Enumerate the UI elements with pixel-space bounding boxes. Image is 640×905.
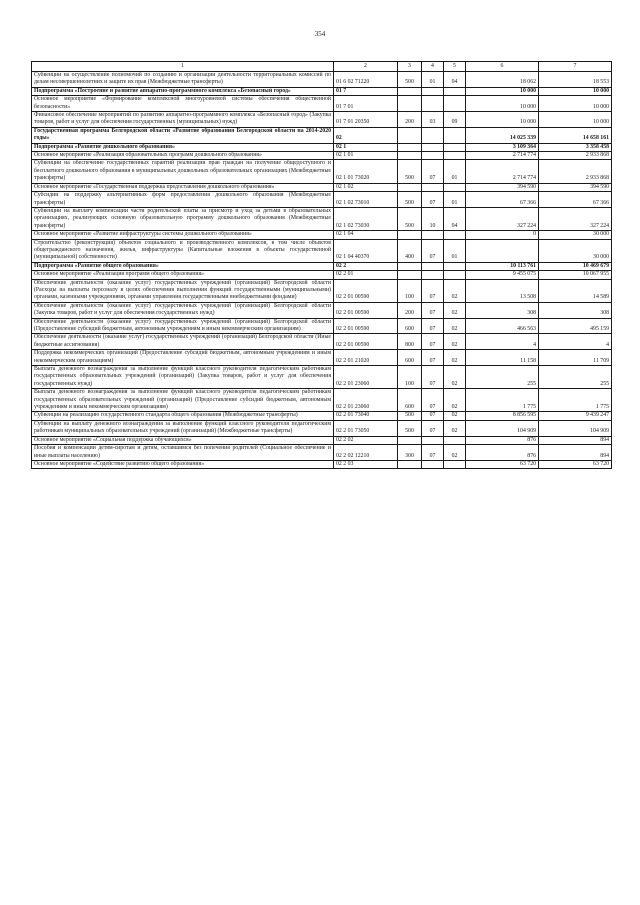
row-name: Субвенции на выплату компенсации части родительской платы за присмотр и уход за детьми в образовательных организациях, реализующих основную образовательную программу дошкольного образования (Межбюджетные трансферты) <box>32 207 334 230</box>
row-amount-col7: 10 000 <box>539 87 612 95</box>
row-code: 02 2 01 <box>334 271 398 279</box>
row-amount-col7: 10 067 955 <box>539 271 612 279</box>
row-expense-type: 500 <box>398 72 422 88</box>
row-expense-type <box>398 460 422 468</box>
row-amount-col7: 894 <box>539 436 612 444</box>
row-name: Обеспечение деятельности (оказание услуг) государственных учреждений (организаций) Белгородской области (Иные бюджетные ассигнования) <box>32 334 334 350</box>
row-expense-type: 100 <box>398 279 422 302</box>
row-subsection <box>444 436 466 444</box>
row-expense-type <box>398 436 422 444</box>
row-name: Выплата денежного вознаграждения за выполнение функций классного руководителя педагогическим работникам государственных образовательных учреждений (организаций) (Предоставление субсидий бюджетным, автономным учреждениям и иным некоммерческим организациям) <box>32 389 334 412</box>
row-section: 01 <box>422 72 444 88</box>
row-amount-col6: 4 <box>466 334 539 350</box>
table-row <box>32 271 612 279</box>
row-name: Пособия и компенсации детям-сиротам и детям, оставшимся без попечения родителей (Социальное обеспечение и иные выплаты населению) <box>32 445 334 461</box>
table-row <box>32 279 612 302</box>
row-amount-col7: 394 590 <box>539 183 612 191</box>
row-expense-type: 500 <box>398 420 422 436</box>
row-name: Основное мероприятие «Содействие развитию общего образования» <box>32 460 334 468</box>
row-amount-col6: 104 909 <box>466 420 539 436</box>
row-amount-col6: 876 <box>466 445 539 461</box>
row-expense-type <box>398 271 422 279</box>
row-subsection: 04 <box>444 207 466 230</box>
row-name: Обеспечение деятельности (оказание услуг) государственных учреждений (организаций) Белгородской области (Предоставление субсидий бюджетным, автономным учреждениям и иным некоммерческим организациям) <box>32 318 334 334</box>
row-expense-type: 800 <box>398 334 422 350</box>
row-amount-col7: 1 775 <box>539 389 612 412</box>
header-col-7: 7 <box>539 62 612 72</box>
budget-table <box>31 61 612 469</box>
table-row <box>32 436 612 444</box>
row-section <box>422 152 444 160</box>
row-section: 07 <box>422 389 444 412</box>
row-subsection: 02 <box>444 420 466 436</box>
header-col-3: 3 <box>398 62 422 72</box>
row-expense-type: 500 <box>398 192 422 208</box>
row-code: 02 2 01 23060 <box>334 389 398 412</box>
table-row <box>32 192 612 208</box>
row-code: 01 7 01 20350 <box>334 112 398 128</box>
row-name: Основное мероприятие «Формирование комплексной многоуровневой системы обеспечения общественной безопасности» <box>32 96 334 112</box>
table-row <box>32 389 612 412</box>
row-amount-col6: 10 000 <box>466 112 539 128</box>
row-expense-type: 100 <box>398 366 422 389</box>
table-row <box>32 183 612 191</box>
row-subsection: 02 <box>444 279 466 302</box>
table-row <box>32 87 612 95</box>
row-code: 02 2 01 00590 <box>334 318 398 334</box>
row-amount-col7: 30 000 <box>539 231 612 239</box>
row-expense-type <box>398 96 422 112</box>
table-row <box>32 231 612 239</box>
row-amount-col6: 466 563 <box>466 318 539 334</box>
row-amount-col6: 0 <box>466 231 539 239</box>
table-row <box>32 318 612 334</box>
table-row <box>32 460 612 468</box>
table-row <box>32 350 612 366</box>
row-section: 07 <box>422 420 444 436</box>
row-section: 07 <box>422 350 444 366</box>
row-section: 07 <box>422 412 444 420</box>
row-section <box>422 436 444 444</box>
row-code: 02 2 <box>334 262 398 270</box>
row-name: Поддержка некоммерческих организаций (Предоставление субсидий бюджетным, автономным учреждениям и иным некоммерческим организациям) <box>32 350 334 366</box>
row-code: 02 2 01 00590 <box>334 334 398 350</box>
row-amount-col7: 308 <box>539 302 612 318</box>
row-expense-type <box>398 231 422 239</box>
row-expense-type <box>398 152 422 160</box>
row-subsection: 02 <box>444 412 466 420</box>
table-row <box>32 160 612 183</box>
row-code: 02 1 <box>334 143 398 151</box>
header-col-1: 1 <box>32 62 334 72</box>
row-expense-type: 500 <box>398 412 422 420</box>
row-section <box>422 96 444 112</box>
row-section: 07 <box>422 445 444 461</box>
row-amount-col6: 11 158 <box>466 350 539 366</box>
row-amount-col6: 9 455 075 <box>466 271 539 279</box>
row-section <box>422 127 444 143</box>
table-row <box>32 239 612 262</box>
row-amount-col6 <box>466 239 539 262</box>
row-expense-type: 300 <box>398 445 422 461</box>
row-name: Выплата денежного вознаграждения за выполнение функций классного руководителя педагогическим работникам государственных образовательных учреждений (организаций) (Закупка товаров, работ и услуг для обеспечения государственных нужд) <box>32 366 334 389</box>
row-amount-col6: 14 025 339 <box>466 127 539 143</box>
header-col-4: 4 <box>422 62 444 72</box>
row-amount-col6: 10 113 761 <box>466 262 539 270</box>
row-section: 03 <box>422 112 444 128</box>
page-number: 354 <box>314 30 326 38</box>
row-expense-type <box>398 87 422 95</box>
row-amount-col6: 1 775 <box>466 389 539 412</box>
row-amount-col6: 10 000 <box>466 96 539 112</box>
row-amount-col7: 3 358 458 <box>539 143 612 151</box>
table-row <box>32 445 612 461</box>
table-row <box>32 366 612 389</box>
row-amount-col7: 11 709 <box>539 350 612 366</box>
row-code: 02 2 02 12210 <box>334 445 398 461</box>
table-row <box>32 143 612 151</box>
row-expense-type: 200 <box>398 112 422 128</box>
row-expense-type <box>398 143 422 151</box>
table-row <box>32 262 612 270</box>
row-section: 07 <box>422 366 444 389</box>
row-expense-type <box>398 262 422 270</box>
row-amount-col6: 308 <box>466 302 539 318</box>
table-row <box>32 127 612 143</box>
row-code: 02 2 01 73040 <box>334 412 398 420</box>
row-name: Обеспечение деятельности (оказание услуг) государственных учреждений (организаций) Белгородской области (Закупка товаров, работ и услуг для обеспечения государственных нужд) <box>32 302 334 318</box>
row-subsection: 01 <box>444 239 466 262</box>
row-code: 01 6 02 71220 <box>334 72 398 88</box>
row-section <box>422 271 444 279</box>
row-expense-type: 500 <box>398 160 422 183</box>
row-subsection <box>444 96 466 112</box>
row-expense-type: 600 <box>398 318 422 334</box>
row-amount-col6: 3 109 364 <box>466 143 539 151</box>
row-code: 02 1 02 73010 <box>334 192 398 208</box>
row-code: 01 7 <box>334 87 398 95</box>
row-name: Подпрограмма «Построение и развитие аппаратно-программного комплекса «Безопасный город» <box>32 87 334 95</box>
row-subsection: 09 <box>444 112 466 128</box>
row-subsection <box>444 262 466 270</box>
row-section: 10 <box>422 207 444 230</box>
row-expense-type: 500 <box>398 207 422 230</box>
row-amount-col6: 13 508 <box>466 279 539 302</box>
row-section <box>422 183 444 191</box>
row-amount-col7: 255 <box>539 366 612 389</box>
row-expense-type <box>398 183 422 191</box>
row-code: 02 2 01 23060 <box>334 366 398 389</box>
row-name: Основное мероприятие «Развитие инфраструктуры системы дошкольного образования» <box>32 231 334 239</box>
row-amount-col7: 495 159 <box>539 318 612 334</box>
row-section <box>422 460 444 468</box>
row-name: Основное мероприятие «Государственная поддержка предоставления дошкольного образования» <box>32 183 334 191</box>
row-expense-type: 600 <box>398 350 422 366</box>
row-section: 07 <box>422 302 444 318</box>
row-name: Основное мероприятие «Реализация программ общего образования» <box>32 271 334 279</box>
row-expense-type: 200 <box>398 302 422 318</box>
row-subsection: 02 <box>444 302 466 318</box>
header-row <box>32 62 612 72</box>
row-subsection: 02 <box>444 318 466 334</box>
row-subsection <box>444 271 466 279</box>
row-amount-col6: 255 <box>466 366 539 389</box>
row-section: 07 <box>422 160 444 183</box>
table-row <box>32 420 612 436</box>
row-code: 02 1 02 73030 <box>334 207 398 230</box>
row-amount-col7: 14 589 <box>539 279 612 302</box>
row-expense-type: 600 <box>398 389 422 412</box>
row-subsection <box>444 143 466 151</box>
row-name: Субвенции на осуществление полномочий по созданию и организации деятельности территориальных комиссий по делам несовершеннолетних и защите их прав (Межбюджетные трансферты) <box>32 72 334 88</box>
row-code: 02 1 04 <box>334 231 398 239</box>
row-name: Субсидии на поддержку альтернативных форм предоставления дошкольного образования (Межбюджетные трансферты) <box>32 192 334 208</box>
row-subsection: 04 <box>444 72 466 88</box>
table-row <box>32 302 612 318</box>
header-col-6: 6 <box>466 62 539 72</box>
row-subsection <box>444 231 466 239</box>
row-subsection <box>444 460 466 468</box>
row-name: Подпрограмма «Развитие дошкольного образования» <box>32 143 334 151</box>
row-code: 02 <box>334 127 398 143</box>
row-name: Подпрограмма «Развитие общего образования» <box>32 262 334 270</box>
row-amount-col7: 894 <box>539 445 612 461</box>
row-amount-col6: 327 224 <box>466 207 539 230</box>
row-name: Государственная программа Белгородской области «Развитие образования Белгородской области на 2014-2020 годы» <box>32 127 334 143</box>
row-amount-col6: 2 714 774 <box>466 152 539 160</box>
row-subsection <box>444 152 466 160</box>
row-amount-col6: 67 366 <box>466 192 539 208</box>
row-section: 07 <box>422 334 444 350</box>
row-expense-type <box>398 127 422 143</box>
row-subsection: 01 <box>444 160 466 183</box>
row-amount-col7: 2 933 868 <box>539 152 612 160</box>
row-subsection: 02 <box>444 389 466 412</box>
row-amount-col7: 104 909 <box>539 420 612 436</box>
row-subsection <box>444 87 466 95</box>
row-code: 02 1 02 <box>334 183 398 191</box>
row-code: 02 1 01 73020 <box>334 160 398 183</box>
row-name: Обеспечение деятельности (оказание услуг) государственных учреждений (организаций) Белгородской области (Расходы на выплаты персоналу в целях обеспечения выполнения функций государственными (муниципальными) органами, казенными учреждениями, органами управления государственными внебюджетными фондами) <box>32 279 334 302</box>
row-amount-col6: 18 062 <box>466 72 539 88</box>
row-amount-col7: 2 933 868 <box>539 160 612 183</box>
row-subsection: 02 <box>444 350 466 366</box>
row-expense-type: 400 <box>398 239 422 262</box>
row-amount-col7: 9 439 247 <box>539 412 612 420</box>
row-amount-col7: 10 469 679 <box>539 262 612 270</box>
table-row <box>32 207 612 230</box>
row-name: Субвенции на обеспечение государственных гарантий реализации прав граждан на получение общедоступного и бесплатного дошкольного образования в муниципальных дошкольных образовательных организациях (Межбюджетные трансферты) <box>32 160 334 183</box>
row-amount-col6: 10 000 <box>466 87 539 95</box>
row-amount-col7: 30 000 <box>539 239 612 262</box>
table-row <box>32 112 612 128</box>
row-subsection <box>444 183 466 191</box>
row-amount-col6: 2 714 774 <box>466 160 539 183</box>
row-section <box>422 231 444 239</box>
table-row <box>32 334 612 350</box>
table-body <box>32 72 612 469</box>
table-row <box>32 96 612 112</box>
row-section: 07 <box>422 239 444 262</box>
row-amount-col7: 10 000 <box>539 112 612 128</box>
row-amount-col7: 10 000 <box>539 96 612 112</box>
table-row <box>32 412 612 420</box>
row-amount-col6: 876 <box>466 436 539 444</box>
row-code: 02 2 03 <box>334 460 398 468</box>
row-amount-col7: 14 658 161 <box>539 127 612 143</box>
row-subsection: 01 <box>444 192 466 208</box>
row-code: 02 2 01 73050 <box>334 420 398 436</box>
table-row <box>32 152 612 160</box>
row-amount-col7: 67 366 <box>539 192 612 208</box>
header-col-2: 2 <box>334 62 398 72</box>
row-section <box>422 143 444 151</box>
table-row <box>32 72 612 88</box>
row-code: 02 1 04 40370 <box>334 239 398 262</box>
row-code: 01 7 01 <box>334 96 398 112</box>
row-amount-col6: 394 590 <box>466 183 539 191</box>
row-name: Строительство (реконструкция) объектов социального и производственного комплексов, в том числе объектов общегражданского назначения, жилья, инфраструктуры (Капитальные вложения в объекты государственной (муниципальной) собственности) <box>32 239 334 262</box>
row-amount-col6: 63 720 <box>466 460 539 468</box>
row-section <box>422 87 444 95</box>
row-code: 02 1 01 <box>334 152 398 160</box>
row-amount-col7: 63 720 <box>539 460 612 468</box>
row-subsection: 02 <box>444 445 466 461</box>
row-amount-col7: 4 <box>539 334 612 350</box>
row-subsection <box>444 127 466 143</box>
row-amount-col6: 8 856 595 <box>466 412 539 420</box>
row-section: 07 <box>422 192 444 208</box>
row-code: 02 2 01 21020 <box>334 350 398 366</box>
row-code: 02 2 01 00590 <box>334 302 398 318</box>
row-code: 02 2 02 <box>334 436 398 444</box>
header-col-5: 5 <box>444 62 466 72</box>
row-subsection: 02 <box>444 334 466 350</box>
row-section: 07 <box>422 318 444 334</box>
row-name: Основное мероприятие «Реализация образовательных программ дошкольного образования» <box>32 152 334 160</box>
row-name: Основное мероприятие «Социальная поддержка обучающихся» <box>32 436 334 444</box>
row-name: Субвенции на реализацию государственного стандарта общего образования (Межбюджетные трансферты) <box>32 412 334 420</box>
row-name: Финансовое обеспечение мероприятий по развитию аппаратно-программного комплекса «Безопасный город» (Закупка товаров, работ и услуг для обеспечения государственных (муниципальных) нужд) <box>32 112 334 128</box>
row-name: Субвенции на выплату денежного вознаграждения за выполнение функций классного руководителя педагогическим работникам муниципальных образовательных учреждений (организаций) (Межбюджетные трансферты) <box>32 420 334 436</box>
row-amount-col7: 327 224 <box>539 207 612 230</box>
row-amount-col7: 18 553 <box>539 72 612 88</box>
row-subsection: 02 <box>444 366 466 389</box>
row-section: 07 <box>422 279 444 302</box>
table-header <box>32 62 612 72</box>
row-section <box>422 262 444 270</box>
row-code: 02 2 01 00590 <box>334 279 398 302</box>
